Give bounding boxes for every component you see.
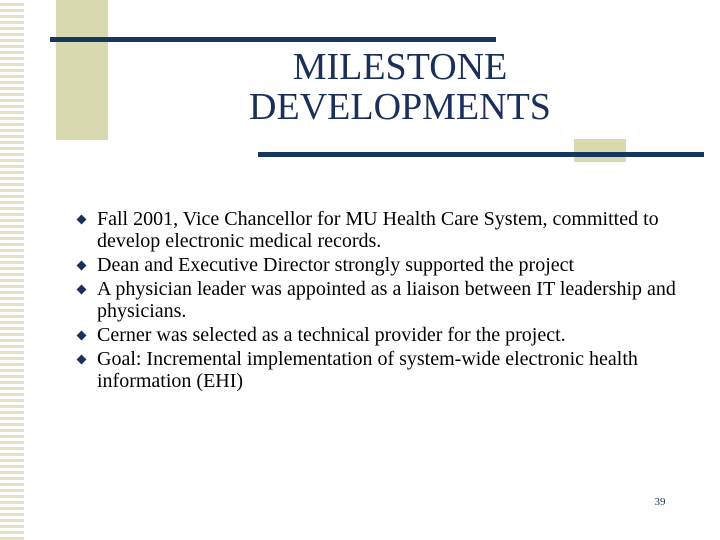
diamond-bullet-icon [77,215,87,225]
diamond-bullet-icon [77,355,87,365]
title-rule-bottom [258,152,704,157]
bullet-item [78,324,698,346]
decorative-accent-block-top [56,0,108,140]
slide-title-line-1: MILESTONE [292,46,508,88]
bullet-item [78,348,698,392]
bullet-item [78,208,698,252]
bullet-text: Cerner was selected as a technical provider for the project. [97,324,566,346]
bullet-text: Goal: Incremental implementation of system-wide electronic health information (EHI) [97,348,638,392]
page-number: 39 [654,496,666,508]
diamond-bullet-icon [77,331,87,341]
decorative-accent-block-bottom [574,139,626,162]
bullet-text: Dean and Executive Director strongly supported the project [97,254,575,276]
slide-title-line-2: DEVELOPMENTS [249,86,551,128]
diamond-bullet-icon [77,285,87,295]
bullet-item [78,254,698,276]
title-rule-top [50,37,496,42]
bullet-list [78,208,698,394]
decorative-stripe-bar [0,0,24,540]
bullet-text: Fall 2001, Vice Chancellor for MU Health Care System, committed to develop electronic medical records. [97,208,659,252]
bullet-text: A physician leader was appointed as a liaison between IT leadership and physicians. [97,278,676,322]
diamond-bullet-icon [77,261,87,271]
bullet-item [78,278,698,322]
slide-title [180,47,620,127]
